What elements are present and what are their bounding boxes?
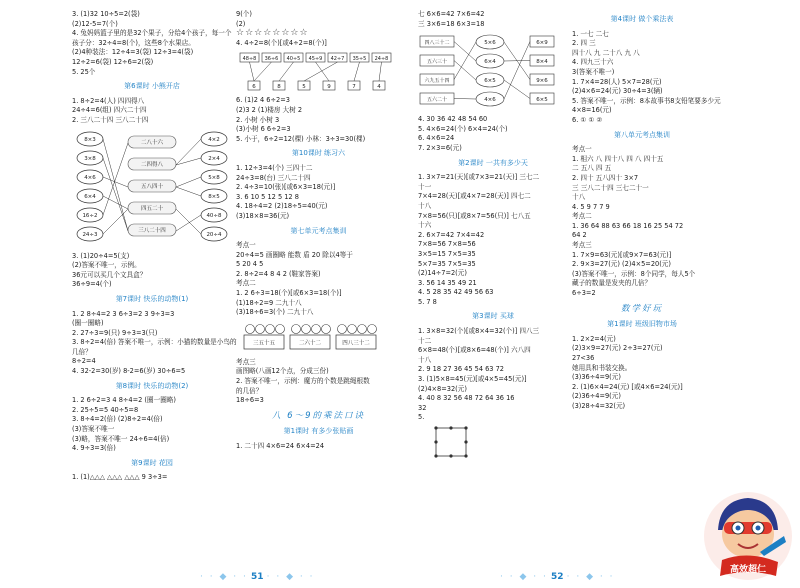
ball-circle <box>312 324 321 333</box>
answer-text: 9 <box>327 84 331 91</box>
answer-line: 孩子分：32÷4=8(个)，这些8个水果店。 <box>72 38 195 47</box>
answer-line: 2. 27÷3=9(只) 9÷3=3(只) <box>72 328 158 337</box>
connector-line <box>504 61 530 62</box>
answer-line: 5. 25个 <box>72 67 96 76</box>
answer-line: (2)36÷4=9(元) <box>572 392 621 401</box>
equation-text: 6×9 <box>536 40 548 47</box>
answer-line: 1. 7×4=28(人) 5×7=28(元) <box>572 77 662 86</box>
answer-line: 三 3×6=18 6×3=18 <box>418 19 485 28</box>
answer-line: 2. 四 三 <box>572 39 596 48</box>
answer-line: 3. 8÷2=4(倍) 答案不唯一，示例：小猫的数量是小鸟的 <box>72 338 237 347</box>
answer-line: 考点一 <box>572 145 592 154</box>
answer-line: 1. 12÷3=4(个) 三四十二 <box>236 163 313 172</box>
diagram-c-svg <box>236 321 401 355</box>
answer-line: (3)28÷4=32(元) <box>572 401 626 410</box>
left-equation: 8×3 <box>84 136 96 143</box>
answer-line: 4×8=16(元) <box>572 106 612 115</box>
connector-line <box>454 42 476 80</box>
answer-line: 二 五八 四 五 <box>572 164 612 173</box>
answer-line: 3. (1)32 10÷5=2(袋) <box>72 10 140 18</box>
answer-line: (2)4种装法：12÷4=3(袋) 12÷3=4(袋) <box>72 48 194 57</box>
answer-text: 6 <box>252 84 256 91</box>
answer-line: (3)略，答案不唯一 24÷6=4(倍) <box>72 434 170 443</box>
answer-line: (3)18×8=36(元) <box>236 211 290 220</box>
answer-line: 4. 18÷4=2 (2)18÷5=40(元) <box>236 202 328 211</box>
lesson-3-heading: 第3课时 买球 <box>472 312 514 321</box>
rhyme-text: 三五十五 <box>252 340 276 347</box>
column-1 <box>72 10 237 483</box>
answer-line: 十六 <box>418 221 432 230</box>
answer-line: (3)36÷4=9(元) <box>572 373 621 382</box>
answer-line: 几倍？ <box>72 347 92 356</box>
connector-line <box>103 143 128 215</box>
answer-line: 1. 8÷2=4(人) 四四得八 <box>72 96 145 105</box>
answer-line: 十一 <box>418 182 432 191</box>
division-text: 24÷8 <box>374 56 389 63</box>
answer-line: 她用具和书装交换。 <box>572 363 632 372</box>
answer-line: 5 20 4 5 <box>236 260 264 269</box>
answer-line: 32 <box>418 403 427 412</box>
answer-line: 5. <box>418 413 425 422</box>
rhyme-text: 四八三十二 <box>424 40 450 47</box>
answer-line: 3. 8÷4=2(倍) (2)8÷2=4(倍) <box>72 415 163 424</box>
answer-line: 3. (1)5×8=45(元)[或4×5=45(元)] <box>418 375 527 384</box>
lesson-4-heading: 第4课时 做个乘法表 <box>610 15 674 23</box>
answer-line: 4. 4÷2=8(个)[或4÷2=8(个)] <box>236 38 327 47</box>
connector-line <box>504 80 530 99</box>
answer-line: 6÷3=2 <box>572 289 596 298</box>
answer-line: 的几倍？ <box>236 386 263 395</box>
answer-line: 7×4=28(天)[或4×7=28(天)] 四七二 <box>418 192 531 201</box>
page-number-52: · · ◆ · · 52 · · ◆ · · <box>500 572 615 582</box>
answer-line: 1. 3×8=32(个)[或8×4=32(个)] 四八三 <box>418 327 540 336</box>
answer-line: 4. 兔妈妈篮子里的是32个果子，分给4个孩子，每一个 <box>72 29 232 38</box>
connector-line <box>176 177 201 187</box>
answer-line: 5. 4×6=24(个) 6×4=24(个) <box>418 124 508 133</box>
lesson-8-heading: 第8课时 快乐的动物(2) <box>115 381 189 390</box>
answer-line: 6. (1)2 4 6÷2=3 <box>236 96 290 105</box>
answer-line: 考点二 <box>572 212 592 221</box>
answer-line: 1. 二十四 4×6=24 6×4=24 <box>236 442 325 450</box>
answer-line: 36÷9=4(个) <box>72 280 112 289</box>
ball-circle <box>266 324 275 333</box>
answer-line: 2. 9×3=27(元) (2)4×5=20(元) <box>572 260 671 269</box>
connector-line <box>254 62 272 81</box>
connector-line <box>176 187 201 196</box>
answer-line: 5. 7 8 <box>418 297 437 306</box>
left-equation: 4×6 <box>84 174 96 181</box>
ball-circle <box>276 324 285 333</box>
answer-line: 4. 5 9 7 7 9 <box>572 202 610 211</box>
answer-line: 2. 25÷5=5 40÷5=8 <box>72 405 139 414</box>
answer-line: (2)3 2 (1)楼房 大树 2 <box>236 105 303 114</box>
column-2 <box>236 10 401 452</box>
answer-line: 三 三八二十四 三七二十一 <box>572 183 649 192</box>
answer-line: 四十八 九 二十八 九 八 <box>572 48 640 57</box>
rhyme-text: 五六二十 <box>426 97 448 104</box>
dot-grid-figure <box>418 426 568 460</box>
answer-line: 考点三 <box>236 357 256 366</box>
connector-line <box>454 42 476 62</box>
answer-line: 1. 3×7=21(天)[或7×3=21(天)] 三七二 <box>418 173 540 182</box>
lesson-7-heading: 第7课时 快乐的动物(1) <box>115 294 189 303</box>
ball-circle <box>302 324 311 333</box>
ball-circle <box>322 324 331 333</box>
math-fun-title: 数学好玩 <box>620 303 663 314</box>
answer-line: 4. 40 8 32 56 48 72 64 36 16 <box>418 394 515 403</box>
connector-line <box>250 62 255 81</box>
answer-line: 2. 9 18 27 36 45 54 63 72 <box>418 365 504 374</box>
connector-line <box>176 215 201 231</box>
unit-8-lesson-1-heading: 第1课时 有多少张贴画 <box>283 427 354 436</box>
rhyme-text: 二四得八 <box>140 161 164 168</box>
answer-line: 9(个) <box>236 10 252 18</box>
right-equation: 20÷4 <box>206 231 222 238</box>
page-number-51: · · ◆ · · 51 · · ◆ · · <box>200 572 315 582</box>
answer-line: 2. 8÷2=4 8 4 2 (鞋家答案) <box>236 269 321 278</box>
answer-line: (2)4×6=24(元) 30÷4=3(辆) <box>572 87 663 96</box>
answer-line: 5. 小于，6÷2=12(棵) 小林：3÷3=30(棵) <box>236 134 366 143</box>
answer-line: 1. 2 6÷3=18(个)[或6×3=18(个)] <box>236 289 342 298</box>
diagram-b-svg <box>236 51 401 93</box>
lesson-2-heading: 第2课时 一共有多少天 <box>458 158 528 167</box>
answer-line: 6×8=48(个)[或8×6=48(个)] 六八四 <box>418 346 531 355</box>
answer-line: 4. 5 28 35 42 49 56 63 <box>418 288 494 297</box>
answer-line: 画图略(八画12个点，分成三份) <box>236 367 329 376</box>
answer-line: 3. 6 10 5 12 5 12 8 <box>236 192 299 201</box>
answer-line: (2)14÷7=2(元) <box>418 269 467 278</box>
left-equation: 6×4 <box>84 193 96 200</box>
column-3 <box>418 10 568 463</box>
right-equation: 5×8 <box>208 174 220 181</box>
answer-line: 十八 <box>418 201 432 210</box>
equation-text: 6×5 <box>484 78 496 85</box>
diagram-a-svg <box>72 129 232 249</box>
right-equation: 8×5 <box>208 193 220 200</box>
left-equation: 16÷2 <box>82 212 98 219</box>
right-equation: 4×2 <box>208 136 220 143</box>
answer-text: 4 <box>377 84 381 91</box>
diagram-c <box>236 321 401 355</box>
left-equation: 24÷3 <box>82 231 98 238</box>
answer-text: 7 <box>352 84 356 91</box>
answer-line: 4. 9÷3=3(倍) <box>72 444 116 453</box>
answer-line: 3×5=15 7×5=35 <box>418 249 476 258</box>
ball-circle <box>338 324 347 333</box>
ball-circle <box>348 324 357 333</box>
connector-line <box>176 158 201 165</box>
answer-line: 27<36 <box>572 354 595 362</box>
answer-line: 2. 小树 小树 3 <box>236 115 280 124</box>
answer-line: 2. 三八二十四 三八二十四 <box>72 115 149 124</box>
rhyme-text: 四五二十 <box>140 205 164 212</box>
dot-grid-svg <box>418 426 478 460</box>
answer-line: 七 6×6=42 7×6=42 <box>418 10 485 18</box>
ball-circle <box>368 324 377 333</box>
unit-7-review-heading: 第七单元考点集训 <box>290 226 347 235</box>
answer-line: (3)答案不唯一，示例：8个同学，每人5个 <box>572 269 696 278</box>
answer-line: 2. (1)6×4=24(元) [或4×6=24(元)] <box>572 382 683 391</box>
answer-line: 8÷2=4 <box>72 357 96 366</box>
rhyme-text: 五八四十 <box>140 183 164 190</box>
answer-line: 1. 2 6÷2=3 4 8÷4=2 (圈一圈略) <box>72 396 176 405</box>
left-equation: 3×8 <box>84 155 96 162</box>
answer-line: (2)3×9=27(元) 2÷3=27(元) <box>572 344 663 353</box>
division-text: 36÷6 <box>264 56 279 63</box>
diagram-b <box>236 51 401 93</box>
diagram-d-svg <box>418 32 568 112</box>
answer-line: 2. 6×7=42 7×4=42 <box>418 230 485 239</box>
connector-line <box>454 61 476 81</box>
equation-text: 9×6 <box>536 78 548 85</box>
division-text: 40÷5 <box>286 56 301 63</box>
answer-line: 十二 <box>418 336 432 345</box>
answer-line: 考点一 <box>236 241 256 250</box>
diagram-d <box>418 32 568 112</box>
answer-line: 5×7=35 7×5=35 <box>418 259 476 268</box>
answer-line: 20÷4=5 画圈略 能数 盾 20 除以4等于 <box>236 250 353 259</box>
answer-line: 考点二 <box>236 279 256 288</box>
rhyme-text: 二六十二 <box>298 340 322 347</box>
answer-line: 4. 四九三十六 <box>572 58 614 67</box>
answer-line: 1. (1)△△△ △△△ △△△ 9 3÷3= <box>72 473 168 482</box>
answer-line: 1. 36 64 88 63 66 18 16 25 54 72 <box>572 221 684 230</box>
answer-line: 64 2 <box>572 231 587 240</box>
answer-line: 6. ① ① ② <box>572 115 603 124</box>
right-equation: 40÷8 <box>206 212 222 219</box>
lesson-6-heading: 第6课时 小熊开店 <box>124 82 180 91</box>
connector-line <box>279 62 294 81</box>
answer-line: 1. 2 8÷4=2 3 6÷3=2 3 9÷3=3 <box>72 309 175 318</box>
connector-line <box>103 139 128 231</box>
answer-line: (2)4×8=32(元) <box>418 384 467 393</box>
answer-line: 12÷2=6(袋) 12÷6=2(袋) <box>72 57 154 66</box>
answer-line: 18÷6=3 <box>236 396 264 405</box>
ball-circle <box>292 324 301 333</box>
diagram-a <box>72 129 232 249</box>
answer-line: 1. 7×9=63(元)[或9×7=63(元)] <box>572 250 672 259</box>
answer-line: (1)18÷2=9 二九十八 <box>236 298 302 307</box>
connector-line <box>176 139 201 165</box>
answer-line: (圈一圈略) <box>72 319 104 328</box>
answer-line: 十八 <box>418 355 432 364</box>
division-text: 42÷7 <box>330 56 345 63</box>
rhyme-text: 四八三十二 <box>342 340 370 347</box>
lesson-10-heading: 第10课时 练习六 <box>291 149 346 158</box>
connector-line <box>103 158 128 231</box>
answer-line: 5. 答案不唯一，示例：8本故事书8支铅笔要多少元 <box>572 96 721 105</box>
division-text: 48÷8 <box>242 56 257 63</box>
connector-line <box>354 62 360 81</box>
lesson-9-heading: 第9课时 花园 <box>131 458 173 467</box>
mascot-illustration <box>700 490 796 582</box>
answer-line: (3)小树 6 6÷2=3 <box>236 125 291 134</box>
answer-line: 24÷4=6(组) 四六二十四 <box>72 106 147 115</box>
unit-8-review-heading: 第八单元考点集训 <box>614 130 670 139</box>
connector-line <box>504 42 530 100</box>
answer-line: 7. 2×3=6(元) <box>418 143 462 152</box>
star-row: ☆☆☆☆☆☆☆☆ <box>236 28 309 39</box>
connector-line <box>379 62 382 81</box>
answer-line: 3. 56 14 35 49 21 <box>418 278 477 287</box>
unit-8-title: 八 6～9的乘法口诀 <box>271 410 366 421</box>
answer-line: 6. 4×6=24 <box>418 134 455 143</box>
rhyme-text: 六九五十四 <box>424 78 450 85</box>
answer-line: 3(答案不唯一) <box>572 67 615 76</box>
answer-line: 考点三 <box>572 241 592 250</box>
answer-line: 7×8=56(只)[或8×7=56(只)] 七八五 <box>418 211 531 220</box>
answer-line: (2)12-5=7(个) <box>72 19 118 28</box>
answer-line: 4. 32-2=30(岁) 8-2=6(岁) 30÷6=5 <box>72 367 186 376</box>
answer-line: 4. 30 36 42 48 54 60 <box>418 115 488 124</box>
rhyme-text: 五六三十 <box>426 59 448 66</box>
equation-text: 4×6 <box>484 97 496 104</box>
column-4 <box>572 10 721 412</box>
answer-line: 1. 2×2=4(元) <box>572 334 616 343</box>
ball-circle <box>246 324 255 333</box>
division-text: 45÷9 <box>308 56 323 63</box>
answer-line: 1. 一七 二七 <box>572 29 609 38</box>
answer-line: 2. 4÷3=10(张)[或6×3=18(元)] <box>236 183 336 192</box>
answer-line: 2. 答案不唯一，示例：魔方的个数是跳绳根数 <box>236 377 370 386</box>
answer-line: 藏子的数量是发夹的几倍？ <box>572 279 652 288</box>
connector-line <box>103 209 128 234</box>
ball-circle <box>256 324 265 333</box>
answer-line: 36元可以买几个文具盒？ <box>72 270 147 279</box>
equation-text: 5×6 <box>484 40 496 47</box>
answer-line: 7×8=56 7×8=56 <box>418 240 476 249</box>
ball-circle <box>358 324 367 333</box>
answer-line: 2. 四十 五八四十 3×7 <box>572 173 639 182</box>
answer-line: 1. 相六 八 四十八 四 八 四十五 <box>572 154 664 163</box>
rhyme-text: 二八十六 <box>140 139 164 146</box>
equation-text: 6×4 <box>484 59 496 66</box>
mascot-banner-text: 高效超仁 <box>729 565 767 575</box>
connector-line <box>304 62 338 81</box>
answer-line: (2)答案不唯一，示例。 <box>72 261 141 270</box>
connector-line <box>103 196 128 209</box>
rhyme-text: 三八二十四 <box>138 227 166 234</box>
answer-line: 3. (1)20÷4=5(支) <box>72 251 130 260</box>
connector-line <box>316 62 330 81</box>
equation-text: 6×5 <box>536 97 548 104</box>
answer-text: 5 <box>302 84 306 91</box>
answer-line: 十八 <box>572 193 586 202</box>
answer-line: (3)18÷6=3(个) 二九十八 <box>236 308 314 317</box>
right-equation: 2×4 <box>208 155 220 162</box>
answer-line: 24÷3=8(台) 三八二十四 <box>236 173 311 182</box>
connector-line <box>454 99 476 100</box>
division-text: 35÷5 <box>352 56 367 63</box>
answer-text: 8 <box>277 84 281 91</box>
answer-line: (2) <box>236 19 246 28</box>
math-fun-lesson-1-heading: 第1课时 班级旧物市场 <box>607 320 677 329</box>
equation-text: 8×4 <box>536 59 548 66</box>
connector-line <box>176 209 201 234</box>
answer-line: (3)答案不唯一 <box>72 425 115 434</box>
